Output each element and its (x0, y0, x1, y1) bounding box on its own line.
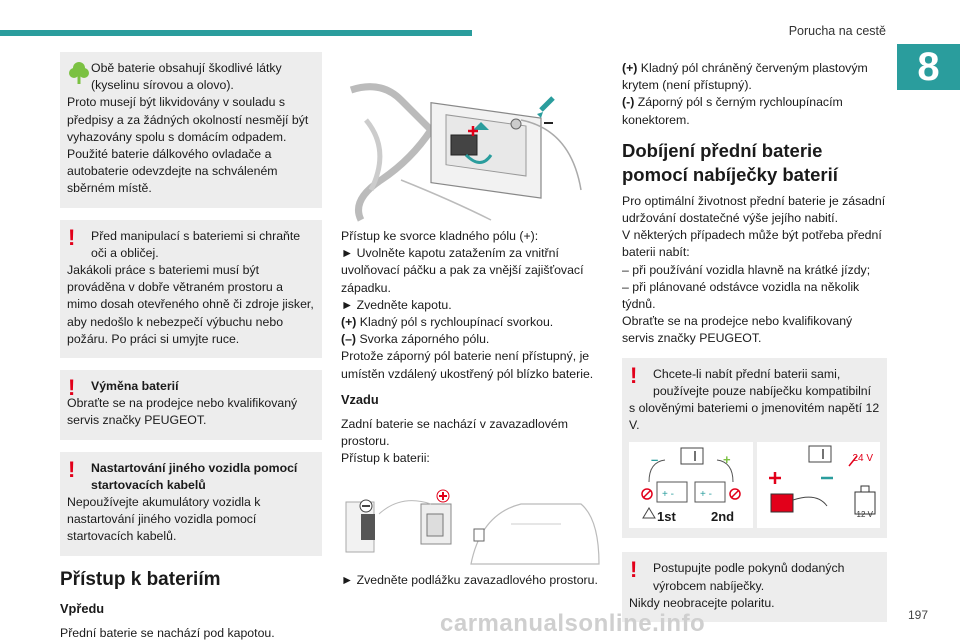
warning-jumpstart-text: Nepoužívejte akumulátory vozidla k nastartování jiného vozidla pomocí startovacích kabelů. (67, 495, 261, 544)
charger-pictogram-right (757, 442, 881, 528)
charging-list-item-1: – při používání vozidla hlavně na krátké jízdy; (622, 262, 871, 277)
svg-text:–: – (651, 452, 659, 468)
page-number: 197 (907, 608, 928, 622)
section-title-charging: Dobíjení přední baterie pomocí nabíječky baterií (622, 139, 838, 185)
warning-exclamation-icon: ! (630, 557, 638, 583)
charger-instructions-text: Nikdy neobracejte polaritu. (629, 595, 775, 610)
minus-mark: (–) (341, 332, 357, 347)
charger-instructions-first: Postupujte podle pokynů dodaných výrobcem nabíječky. (653, 561, 845, 593)
charging-list-item-2: – při plánované odstávce vozidla na několik týdnů. (622, 279, 860, 312)
eco-note-box (60, 52, 322, 208)
charging-intro: Pro optimální životnost přední baterie je zásadní udržování dostatečné výše jejího nabití. (622, 193, 886, 226)
rear-minus-terminal (622, 94, 887, 128)
warning-exclamation-icon: ! (68, 224, 76, 250)
warning-protection-first: Před manipulací s bateriemi si chraňte oči a obličej. (91, 228, 301, 260)
warning-box-replacement (60, 370, 322, 440)
rear-battery-illustration (341, 474, 606, 572)
engine-bay-drawing (341, 60, 606, 228)
svg-text:+ -: + - (700, 489, 712, 501)
charger-pictogram-left (629, 442, 753, 528)
plus-terminal-line (341, 314, 606, 331)
rear-plus-mark: (+) (622, 61, 638, 75)
warning-jumpstart-title: Nastartování jiného vozidla pomocí startovacích kabelů (91, 460, 298, 492)
svg-text:+: + (723, 452, 731, 468)
front-battery-text: Přední baterie se nachází pod kapotou. (60, 625, 275, 640)
charger-warning-text: s olověnými bateriemi o jmenovitém napětí 12 V. (629, 401, 880, 433)
charger-pictogram-panel (629, 442, 880, 528)
chapter-number: 8 (897, 44, 960, 90)
subheading-front: Vpředu (60, 600, 105, 616)
header-accent-bar (0, 30, 472, 36)
charger-warning-first: Chcete-li nabít přední baterii sami, používejte pouze nabíječku kompatibilní (653, 366, 872, 398)
warning-replacement-text: Obraťte se na prodejce nebo kvalifikovaný servis značky PEUGEOT. (67, 396, 298, 428)
rear-plus-terminal (622, 60, 887, 94)
voltage-24v-label: 24 V (852, 453, 874, 465)
minus-terminal-text: Svorka záporného pólu. (356, 332, 490, 347)
plus-terminal-text: Kladný pól s rychloupínací svorkou. (356, 315, 554, 330)
charging-intro-2: V některých případech může být potřeba přední baterii nabít: (622, 228, 882, 260)
watermark: carmanualsonline.info (440, 610, 706, 637)
subheading-rear: Vzadu (341, 391, 379, 407)
right-column (622, 60, 887, 634)
rear-minus-text: Záporný pól s černým rychloupínacím konektorem. (622, 95, 843, 127)
charging-outro: Obraťte se na prodejce nebo kvalifikovaný servis značky PEUGEOT. (622, 314, 853, 346)
warning-box-protection (60, 220, 322, 358)
warning-replacement-title: Výměna baterií (91, 379, 179, 394)
voltage-12v-label: 12 V (856, 510, 873, 520)
step-raise-hood: ► Zvedněte kapotu. (341, 297, 452, 312)
first-step-label: 1st (657, 509, 676, 525)
clamp-order-drawing (629, 442, 753, 528)
page-header-title: Porucha na cestě (788, 24, 886, 38)
eco-note-text: Proto musejí být likvidovány v souladu s předpisy a za žádných okolností nesmějí být vyhazovány spolu s domácím odpadem. Použité baterie dálkového ovladače a autobaterie odevzdejte na schváleném sběrném místě. (67, 95, 309, 196)
plus-mark: (+) (341, 315, 357, 330)
second-step-label: 2nd (711, 509, 735, 525)
minus-terminal-line (341, 331, 606, 348)
warning-exclamation-icon: ! (68, 456, 76, 482)
left-column (60, 52, 322, 640)
ground-note: Protože záporný pól baterie není přístupný, je umístěn vzdálený ukostřený pól blízko baterie. (341, 349, 594, 381)
rear-battery-text: Zadní baterie se nachází v zavazadlovém prostoru. (341, 417, 568, 449)
tree-icon (68, 60, 90, 86)
access-intro: Přístup ke svorce kladného pólu (+): (341, 229, 539, 243)
warning-box-jumpstart (60, 452, 322, 556)
step-release-hood: ► Uvolněte kapotu zatažením za vnitřní uvolňovací páčku a pak za vnější zajišťovací západku. (341, 246, 584, 295)
front-battery-illustration (341, 60, 606, 228)
charger-warning-box (622, 358, 887, 539)
rear-battery-drawing (341, 474, 606, 572)
rear-access-intro: Přístup k baterii: (341, 451, 430, 466)
middle-column (341, 60, 606, 589)
warning-protection-text: Jakákoli práce s bateriemi musí být prováděna v dobře větraném prostoru a mimo dosah otevřeného ohně či zdroje jisker, aby nedošlo k nebezpečí výbuchu nebo požáru. Po práci si umyjte ruce. (67, 263, 314, 346)
eco-note-first: Obě baterie obsahují škodlivé látky (kyselinu sírovou a olovo). (91, 61, 282, 93)
rear-minus-mark: (-) (622, 95, 635, 110)
rear-plus-text: Kladný pól chráněný červeným plastovým krytem (není přístupný). (622, 61, 868, 93)
svg-text:+ -: + - (662, 489, 674, 501)
warning-exclamation-icon: ! (630, 362, 638, 388)
step-lift-floor: ► Zvedněte podlážku zavazadlového prostoru. (341, 572, 598, 587)
section-title-battery-access: Přístup k bateriím (60, 568, 221, 590)
warning-exclamation-icon: ! (68, 375, 76, 401)
